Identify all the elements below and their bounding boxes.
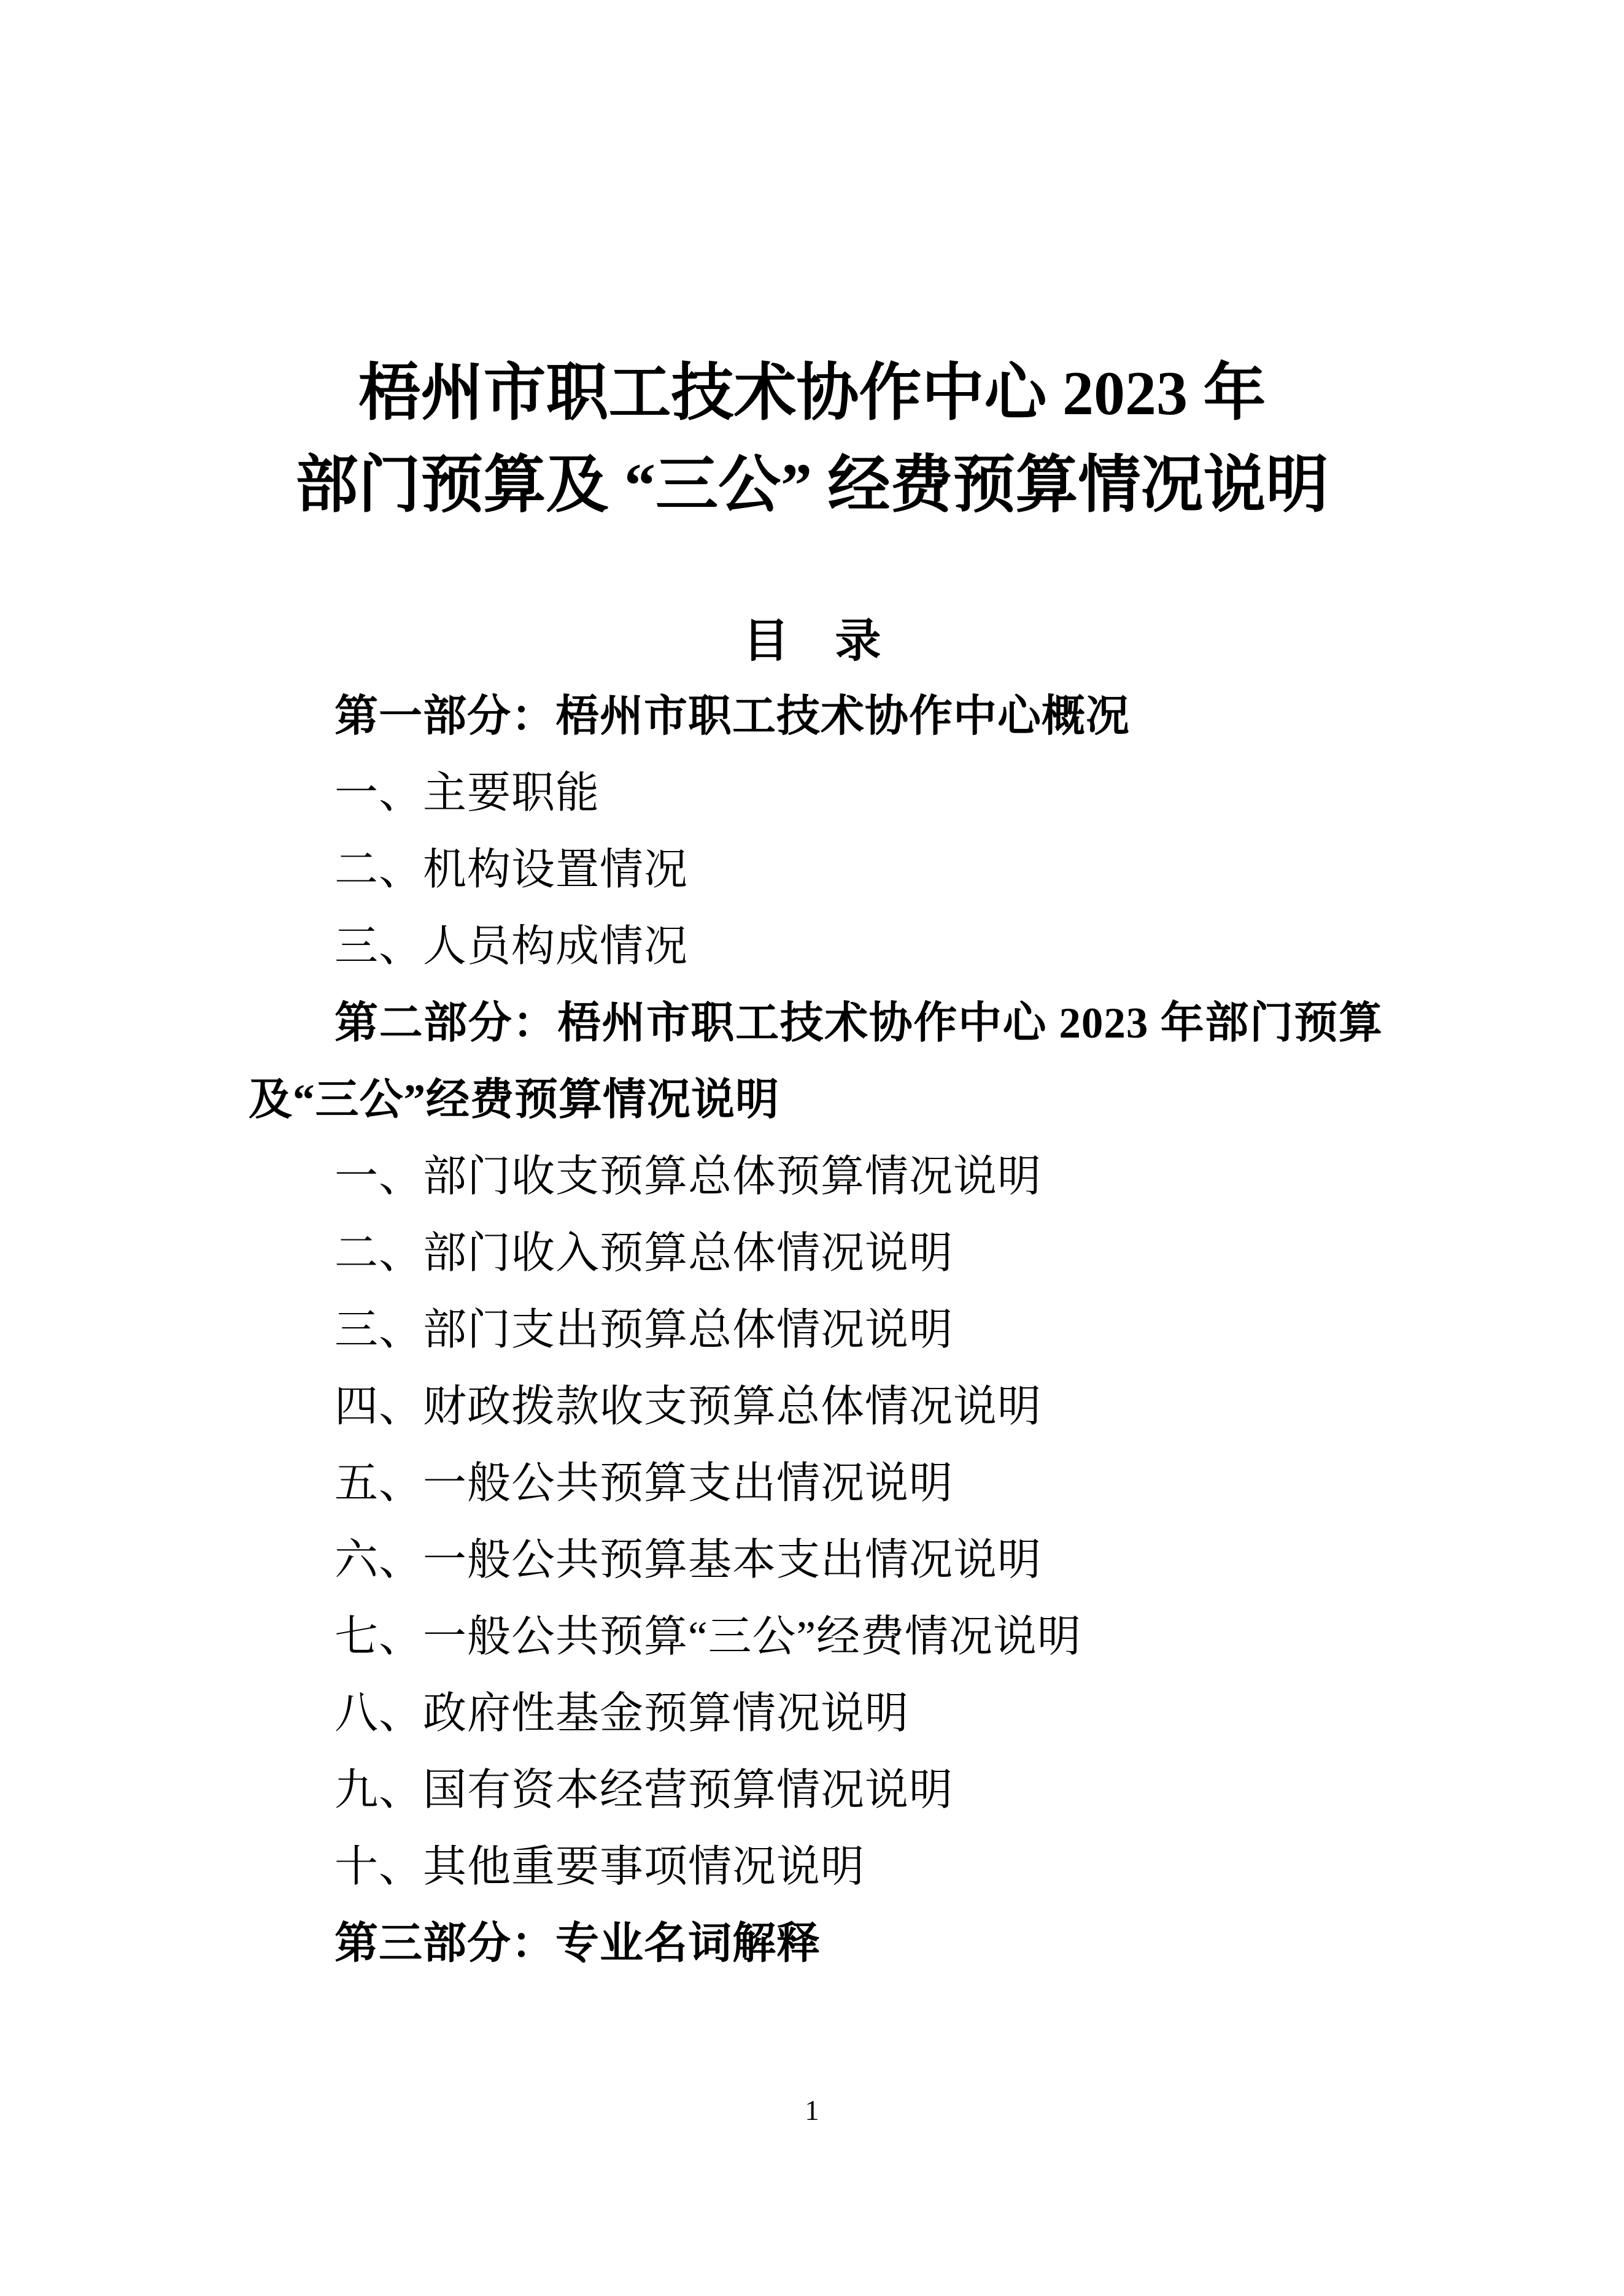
toc-item: 十、其他重要事项情况说明 bbox=[334, 1843, 865, 1891]
toc-item: 一、主要职能 bbox=[334, 769, 600, 817]
toc-item: 七、一般公共预算“三公”经费情况说明 bbox=[334, 1613, 1082, 1661]
toc-part-heading: 第三部分：专业名词解释 bbox=[334, 1920, 821, 1968]
toc-item: 五、一般公共预算支出情况说明 bbox=[334, 1460, 954, 1508]
toc-item: 四、财政拨款收支预算总体情况说明 bbox=[334, 1383, 1042, 1431]
toc-item: 一、部门收支预算总体预算情况说明 bbox=[334, 1153, 1042, 1201]
toc-item: 九、国有资本经营预算情况说明 bbox=[334, 1766, 954, 1814]
toc-part-heading: 第二部分：梧州市职工技术协作中心 2023 年部门预算 bbox=[334, 1000, 1383, 1047]
toc-item: 二、机构设置情况 bbox=[334, 846, 689, 894]
document-title-line1: 梧州市职工技术协作中心 2023 年 bbox=[358, 359, 1266, 428]
toc-heading: 目 录 bbox=[743, 616, 881, 667]
toc-list bbox=[249, 679, 1383, 1982]
toc-item: 六、一般公共预算基本支出情况说明 bbox=[334, 1536, 1042, 1584]
toc-part-heading: 及“三公”经费预算情况说明 bbox=[249, 1076, 780, 1124]
document-title bbox=[0, 348, 1624, 532]
toc-item: 三、部门支出预算总体情况说明 bbox=[334, 1306, 954, 1354]
toc-part-heading: 第一部分：梧州市职工技术协作中心概况 bbox=[334, 693, 1131, 741]
document-title-line2: 部门预算及 “三公” 经费预算情况说明 bbox=[295, 451, 1329, 520]
page-number: 1 bbox=[805, 2095, 819, 2127]
toc-item: 二、部门收入预算总体情况说明 bbox=[334, 1230, 954, 1277]
toc-item: 三、人员构成情况 bbox=[334, 923, 689, 971]
toc-item: 八、政府性基金预算情况说明 bbox=[334, 1690, 910, 1738]
